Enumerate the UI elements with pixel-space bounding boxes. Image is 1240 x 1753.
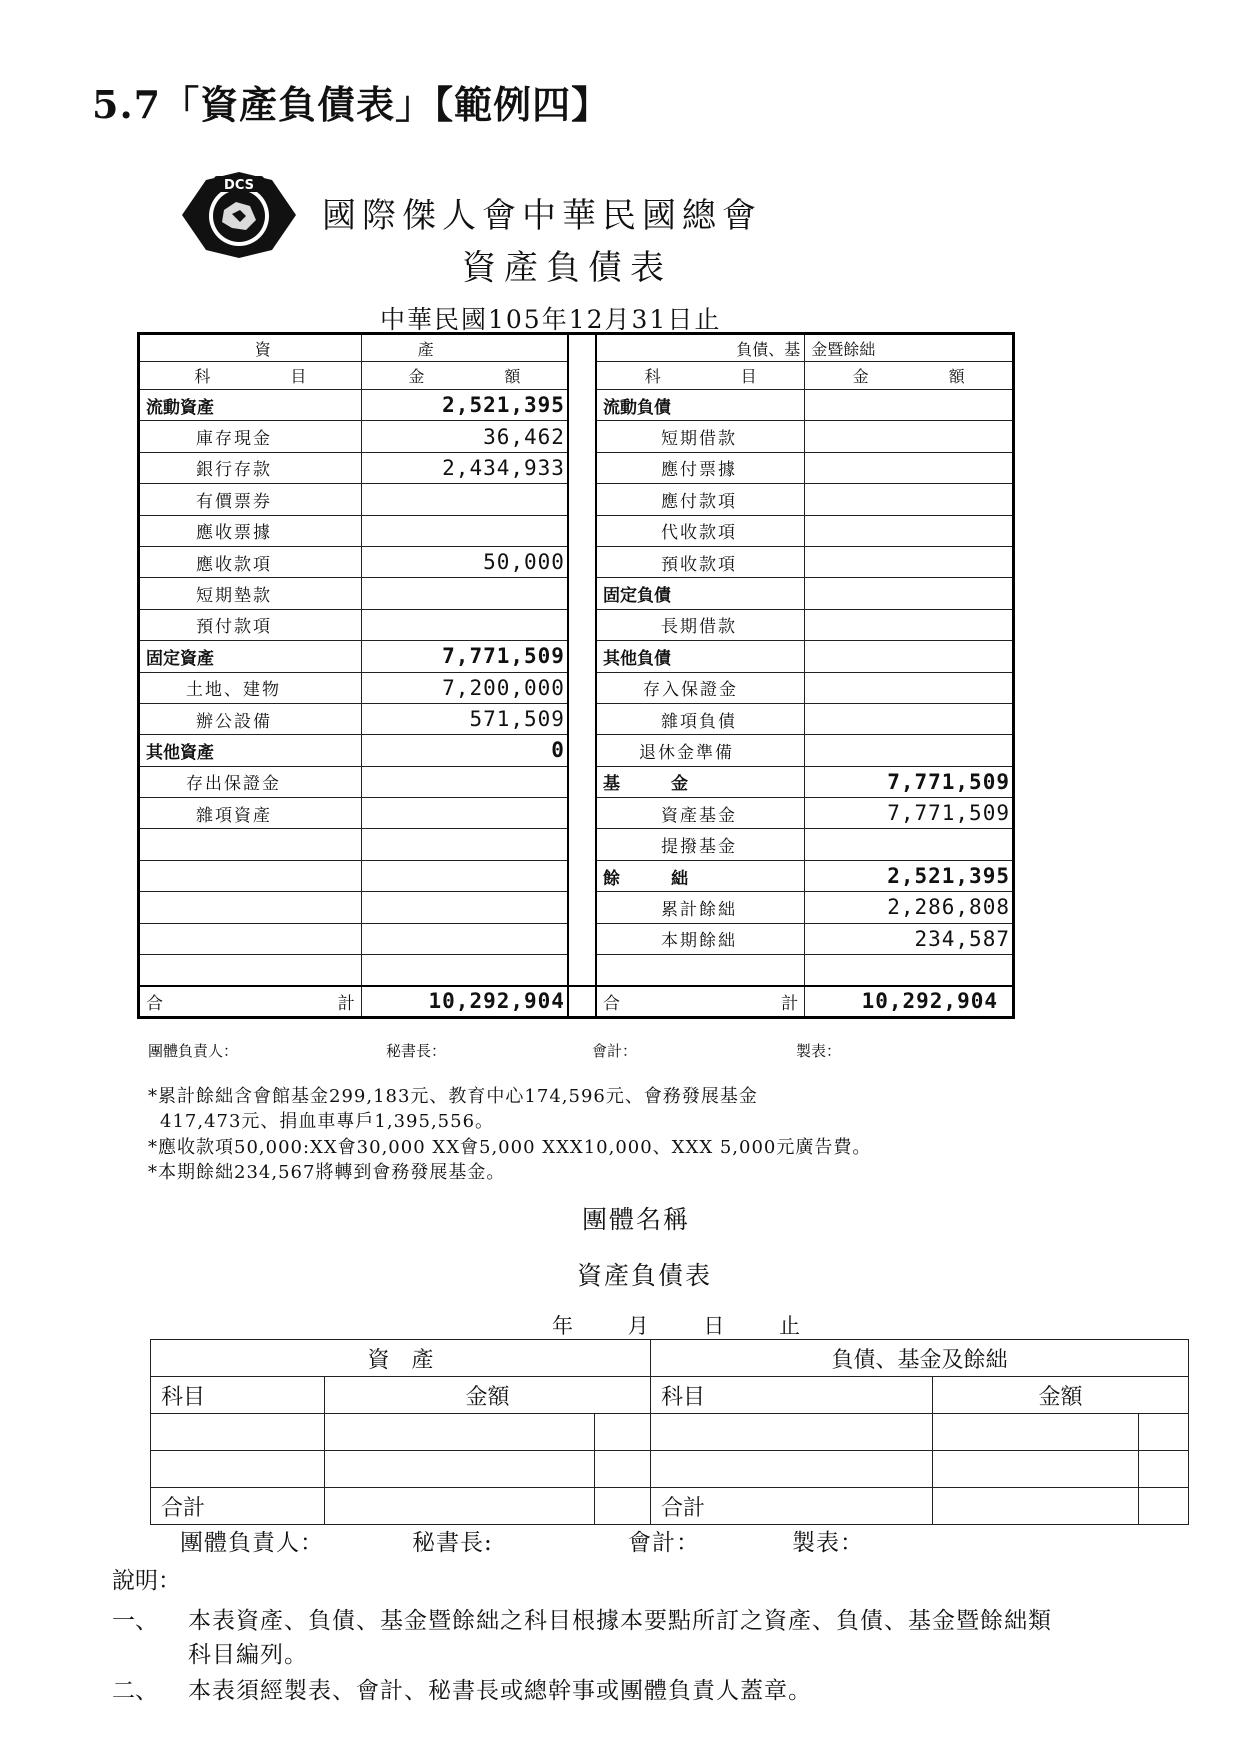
template-title: 資產負債表 (577, 1261, 713, 1290)
template-cell[interactable] (1139, 1488, 1189, 1525)
account-amount (805, 452, 1014, 483)
account-amount (361, 798, 568, 829)
template-total-label-right: 合計 (651, 1488, 933, 1525)
table-row (139, 578, 1014, 609)
template-org-name: 團體名稱 (582, 1205, 691, 1234)
table-row (139, 703, 1014, 734)
total-label-a: 合 (603, 993, 621, 1014)
account-amount (361, 515, 568, 546)
example-date: 中華民國105年12月31日止 (380, 305, 722, 334)
table-row (139, 735, 1014, 766)
account-name: 預付款項 (139, 609, 362, 640)
template-cell[interactable] (1139, 1451, 1189, 1488)
dcs-logo-icon (180, 170, 298, 260)
account-amount (805, 641, 1014, 672)
template-cell[interactable] (1139, 1414, 1189, 1451)
template-sig-accountant: 會計： (628, 1530, 700, 1556)
table-row (139, 484, 1014, 515)
account-name: 應收票據 (139, 515, 362, 546)
svg-text:DCS: DCS (224, 178, 254, 193)
explanation-label: 說明： (112, 1568, 181, 1594)
account-amount (805, 955, 1014, 986)
account-name: 固定資產 (139, 641, 362, 672)
total-label-a: 合 (146, 993, 163, 1014)
account-amount (805, 421, 1014, 452)
col-amount-right: 金 額 (805, 362, 1014, 390)
explanation-text: 本表須經製表、會計、秘書長或總幹事或團體負責人蓋章。 (188, 1678, 812, 1704)
account-amount (805, 546, 1014, 577)
account-name (139, 955, 362, 986)
table-row (151, 1414, 1189, 1451)
template-cell[interactable] (151, 1414, 325, 1451)
table-row (139, 390, 1014, 421)
account-name: 有價票券 (139, 484, 362, 515)
account-name: 流動負債 (596, 390, 805, 421)
example-subheader-row (139, 362, 1014, 390)
account-amount (361, 829, 568, 860)
account-name: 長期借款 (596, 609, 805, 640)
table-row (139, 766, 1014, 797)
explanation-text: 科目編列。 (188, 1642, 308, 1668)
total-label-left (139, 986, 362, 1017)
account-amount (805, 390, 1014, 421)
total-label-right (596, 986, 805, 1017)
account-name: 庫存現金 (139, 421, 362, 452)
table-row (139, 829, 1014, 860)
template-cell[interactable] (325, 1414, 595, 1451)
example-header-row (139, 334, 1014, 362)
template-header-row (151, 1340, 1189, 1377)
total-amount-left: 10,292,904 (361, 986, 568, 1017)
table-row (139, 923, 1014, 954)
template-col-item-right: 科目 (651, 1377, 933, 1414)
account-name: 辦公設備 (139, 703, 362, 734)
account-name: 累計餘絀 (596, 892, 805, 923)
account-amount: 7,200,000 (361, 672, 568, 703)
account-amount: 7,771,509 (805, 798, 1014, 829)
table-row (139, 609, 1014, 640)
account-name: 存出保證金 (139, 766, 362, 797)
account-amount (805, 578, 1014, 609)
account-name: 基 金 (596, 766, 805, 797)
table-row (139, 515, 1014, 546)
account-name: 短期墊款 (139, 578, 362, 609)
account-amount: 2,434,933 (361, 452, 568, 483)
table-row (139, 955, 1014, 986)
account-amount (361, 609, 568, 640)
account-amount (805, 672, 1014, 703)
account-amount: 571,509 (361, 703, 568, 734)
table-row (139, 860, 1014, 891)
template-total-row (151, 1488, 1189, 1525)
page-heading: 5.7「資產負債表」【範例四】 (92, 82, 611, 127)
account-amount (805, 609, 1014, 640)
account-amount (805, 703, 1014, 734)
table-row (139, 452, 1014, 483)
example-sig-secretary: 秘書長： (386, 1042, 447, 1060)
table-row (139, 798, 1014, 829)
account-amount: 234,587 (805, 923, 1014, 954)
explanation-text: 本表資產、負債、基金暨餘絀之科目根據本要點所訂之資產、負債、基金暨餘絀類 (188, 1608, 1052, 1634)
account-name (139, 892, 362, 923)
template-header-liab: 負債、基金及餘絀 (651, 1340, 1189, 1377)
example-sig-leader: 團體負責人： (148, 1042, 239, 1060)
template-cell[interactable] (325, 1451, 595, 1488)
account-amount: 7,771,509 (361, 641, 568, 672)
template-cell[interactable] (595, 1414, 651, 1451)
account-name: 其他資產 (139, 735, 362, 766)
template-total-label-left: 合計 (151, 1488, 325, 1525)
account-name: 存入保證金 (596, 672, 805, 703)
template-col-amount-right: 金額 (933, 1377, 1189, 1414)
account-name (139, 923, 362, 954)
template-cell[interactable] (595, 1488, 651, 1525)
template-date: 年 月 日 止 (552, 1314, 801, 1338)
account-name: 提撥基金 (596, 829, 805, 860)
account-name: 預收款項 (596, 546, 805, 577)
account-amount (805, 484, 1014, 515)
template-balance-sheet (150, 1339, 1189, 1525)
account-name: 雜項負債 (596, 703, 805, 734)
account-name (596, 955, 805, 986)
account-name: 土地、建物 (139, 672, 362, 703)
template-col-amount-left: 金額 (325, 1377, 651, 1414)
template-cell[interactable] (151, 1451, 325, 1488)
account-amount: 0 (361, 735, 568, 766)
header-assets-b: 產 (361, 334, 568, 362)
table-row (139, 892, 1014, 923)
account-amount: 2,521,395 (361, 390, 568, 421)
account-amount: 50,000 (361, 546, 568, 577)
col-item-left: 科 目 (139, 362, 362, 390)
account-amount (361, 484, 568, 515)
example-total-row (139, 986, 1014, 1017)
account-name: 退休金準備 (596, 735, 805, 766)
col-amount-left: 金 額 (361, 362, 568, 390)
account-name: 餘 絀 (596, 860, 805, 891)
account-amount (361, 955, 568, 986)
template-cell[interactable] (325, 1488, 595, 1525)
account-amount (361, 860, 568, 891)
table-row (151, 1451, 1189, 1488)
table-row (139, 641, 1014, 672)
account-name: 雜項資產 (139, 798, 362, 829)
header-liab-b: 金暨餘絀 (805, 334, 1014, 362)
account-amount (361, 892, 568, 923)
template-col-item-left: 科目 (151, 1377, 325, 1414)
account-name: 銀行存款 (139, 452, 362, 483)
table-row (139, 672, 1014, 703)
account-name: 固定負債 (596, 578, 805, 609)
header-assets-a: 資 (139, 334, 362, 362)
table-row (139, 546, 1014, 577)
account-amount: 2,286,808 (805, 892, 1014, 923)
example-org-name: 國際傑人會中華民國總會 (322, 196, 762, 236)
account-name: 本期餘絀 (596, 923, 805, 954)
example-balance-sheet (137, 332, 1015, 1019)
example-sig-preparer: 製表： (796, 1042, 842, 1060)
template-subheader-row (151, 1377, 1189, 1414)
account-amount (805, 829, 1014, 860)
explanation-number: 二、 (112, 1678, 158, 1704)
template-cell[interactable] (933, 1414, 1139, 1451)
total-label-b: 計 (781, 993, 799, 1014)
example-title: 資產負債表 (462, 248, 672, 288)
template-sig-leader: 團體負責人： (180, 1530, 324, 1556)
table-row (139, 421, 1014, 452)
total-amount-right: 10,292,904 (805, 986, 1014, 1017)
account-name: 應付票據 (596, 452, 805, 483)
template-header-assets: 資 產 (151, 1340, 651, 1377)
account-amount (361, 578, 568, 609)
example-note: *累計餘絀含會館基金299,183元、教育中心174,596元、會務發展基金 (148, 1086, 758, 1107)
account-amount (361, 766, 568, 797)
explanation-number: 一、 (112, 1608, 158, 1634)
template-cell[interactable] (595, 1451, 651, 1488)
account-name (139, 829, 362, 860)
account-amount: 7,771,509 (805, 766, 1014, 797)
account-name: 資產基金 (596, 798, 805, 829)
account-name: 短期借款 (596, 421, 805, 452)
header-liab-a: 負債、基 (596, 334, 805, 362)
example-sig-accountant: 會計： (592, 1042, 638, 1060)
template-cell[interactable] (651, 1414, 933, 1451)
total-label-b: 計 (337, 993, 355, 1014)
template-cell[interactable] (933, 1488, 1139, 1525)
account-name (139, 860, 362, 891)
example-note: *本期餘絀234,567將轉到會務發展基金。 (148, 1162, 506, 1183)
account-name: 流動資產 (139, 390, 362, 421)
example-note: *應收款項50,000:XX會30,000 XX會5,000 XXX10,000、XXX 5,000元廣告費。 (148, 1137, 872, 1158)
template-cell[interactable] (933, 1451, 1139, 1488)
col-item-right: 科 目 (596, 362, 805, 390)
account-amount: 36,462 (361, 421, 568, 452)
template-sig-secretary: 秘書長: (412, 1530, 493, 1556)
account-amount (805, 735, 1014, 766)
template-sig-preparer: 製表： (792, 1530, 864, 1556)
account-amount: 2,521,395 (805, 860, 1014, 891)
example-note: 417,473元、捐血車專戶1,395,556。 (160, 1111, 495, 1132)
account-name: 應付款項 (596, 484, 805, 515)
account-name: 其他負債 (596, 641, 805, 672)
account-name: 應收款項 (139, 546, 362, 577)
template-cell[interactable] (651, 1451, 933, 1488)
account-amount (805, 515, 1014, 546)
account-name: 代收款項 (596, 515, 805, 546)
account-amount (361, 923, 568, 954)
